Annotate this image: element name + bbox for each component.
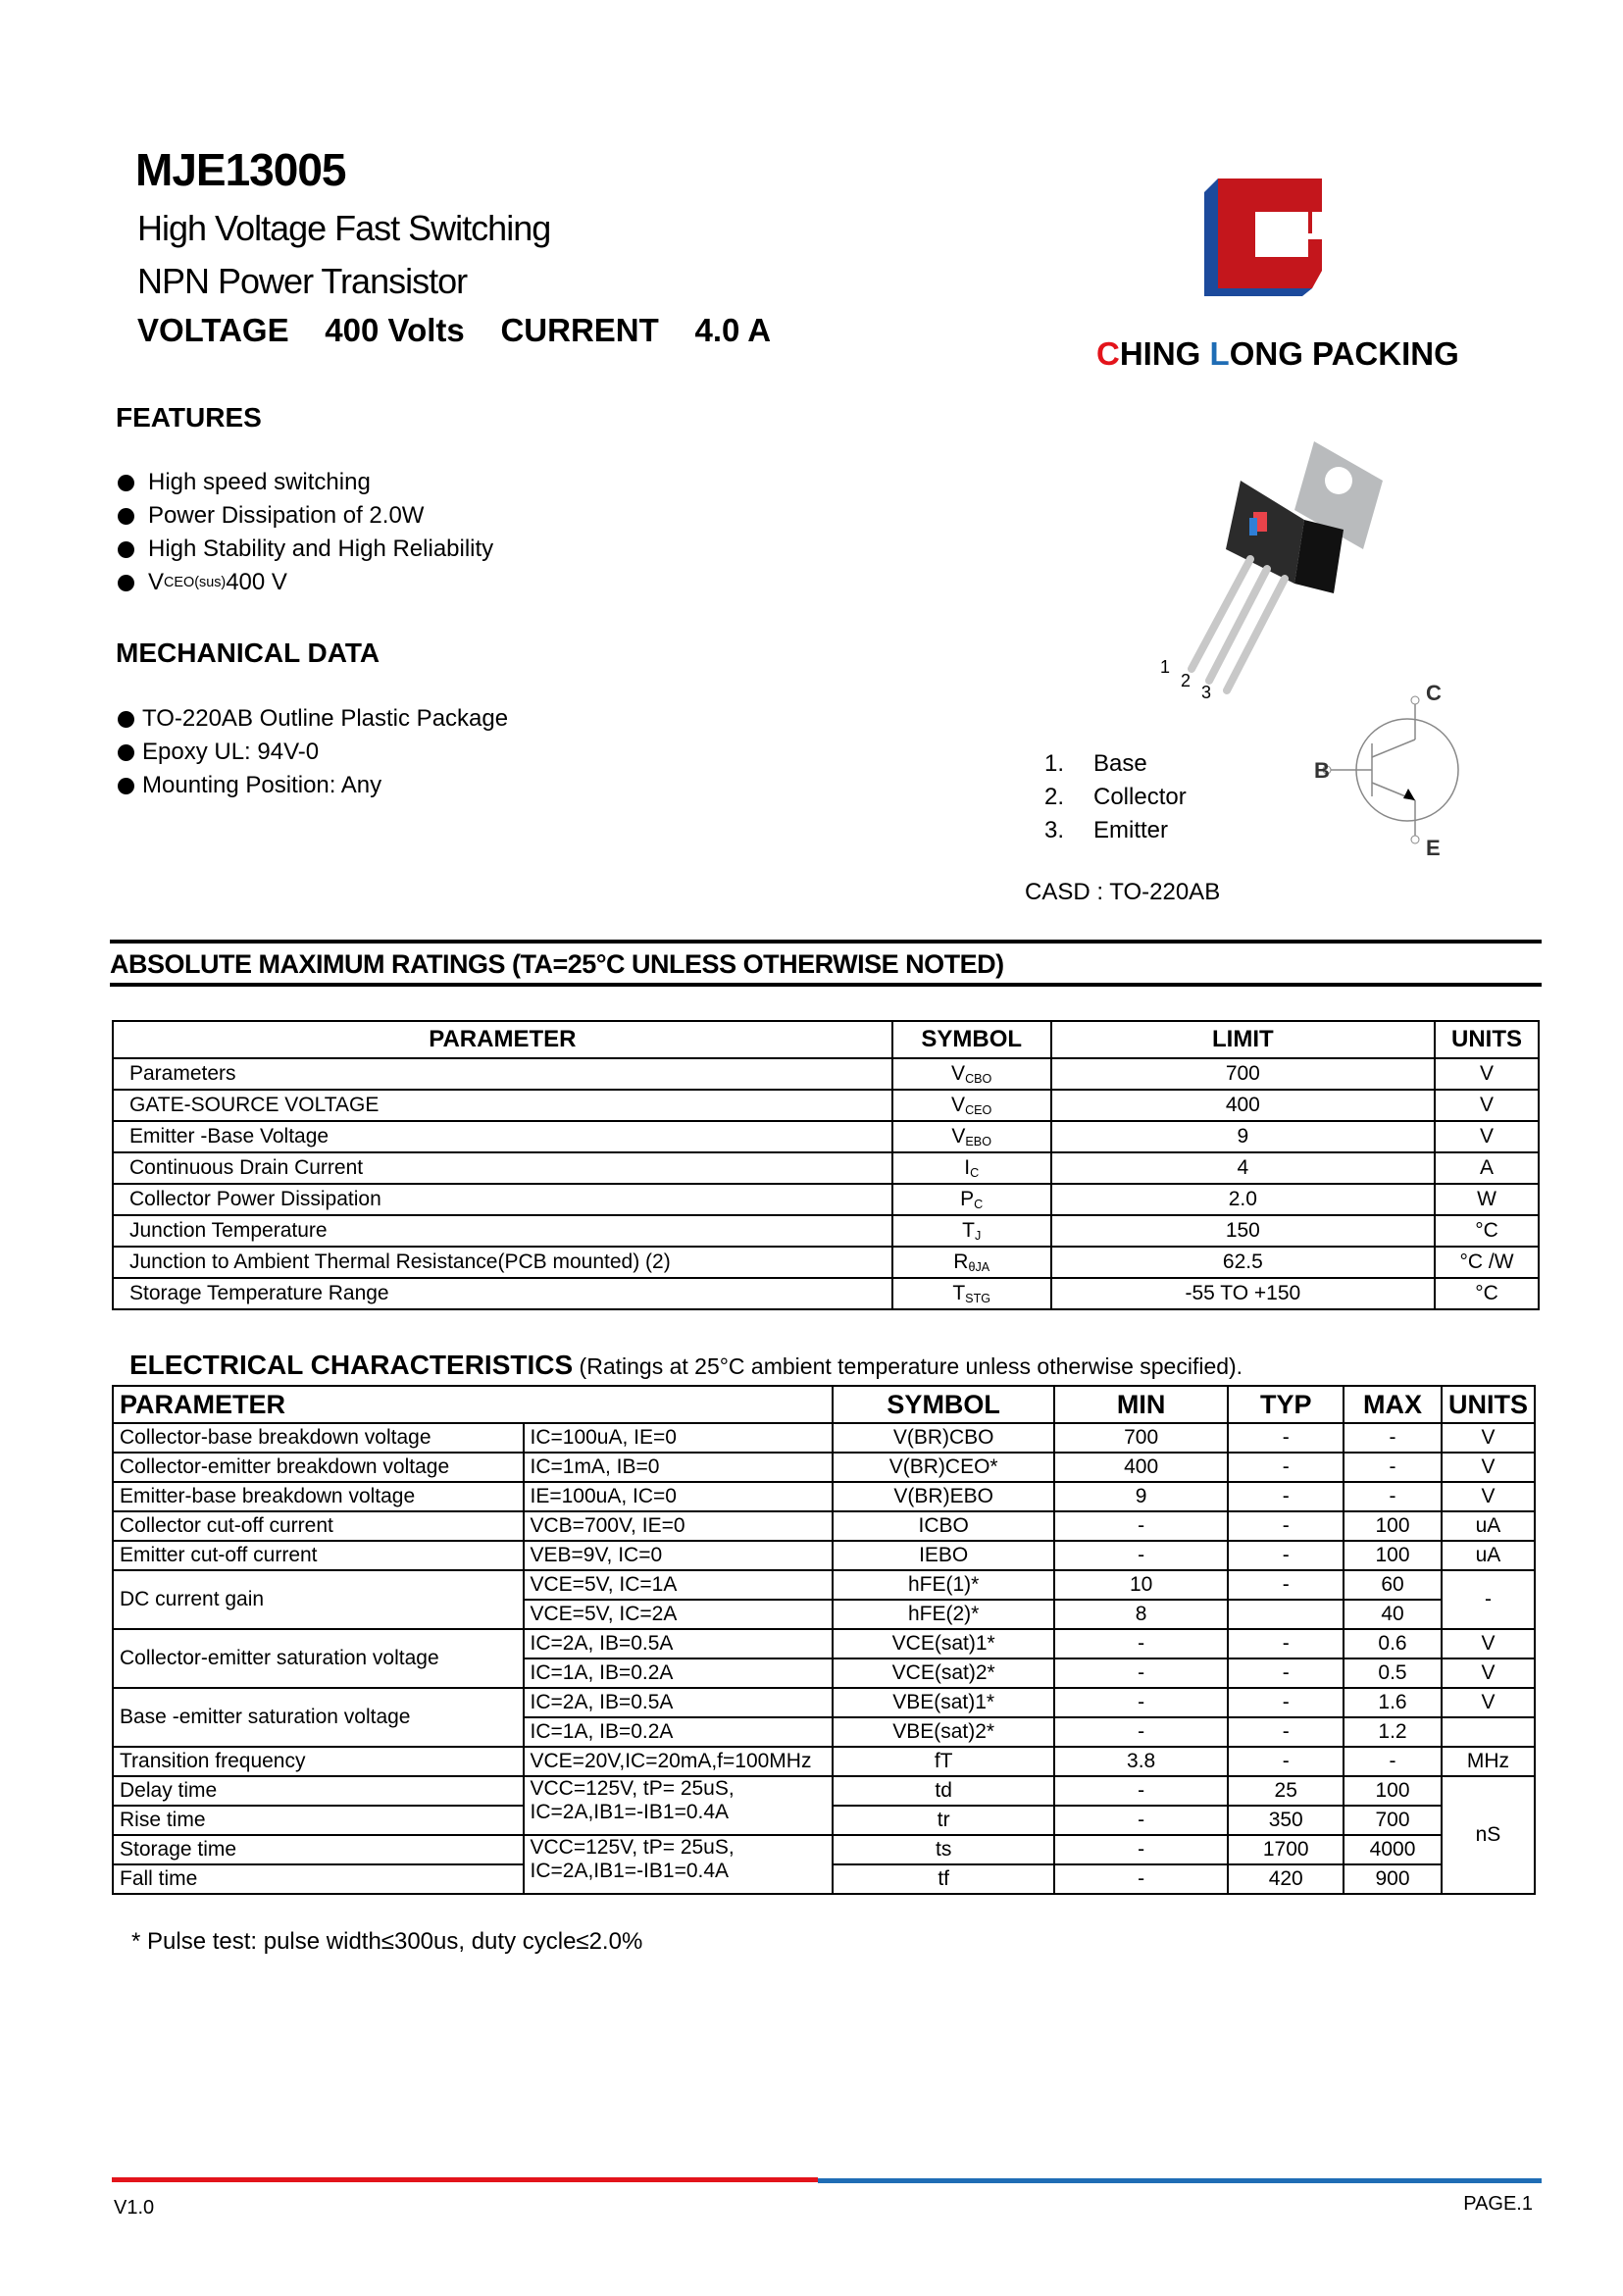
table-row: Base -emitter saturation voltage IC=2A, IB=0.5A VBE(sat)1* - - 1.6 V xyxy=(113,1688,1535,1717)
brand-name: CHING LONG PACKING xyxy=(1096,335,1459,372)
bullet-icon xyxy=(118,575,134,591)
table-row: Collector-emitter saturation voltage IC=2A, IB=0.5A VCE(sat)1* - - 0.6 V xyxy=(113,1629,1535,1658)
pin-item: 1. Base xyxy=(1044,750,1147,777)
table-row: Collector cut-off current VCB=700V, IE=0 ICBO - - 100 uA xyxy=(113,1511,1535,1541)
mechanical-item: Mounting Position: Any xyxy=(118,769,508,802)
table-row: IC=1A, IB=0.2A VCE(sat)2* - - 0.5 V xyxy=(113,1658,1535,1688)
footer-line-blue xyxy=(818,2178,1542,2183)
table-row: GATE-SOURCE VOLTAGE $V_{CEO}$ 400 V xyxy=(113,1090,1539,1121)
footer-line-red xyxy=(112,2177,818,2182)
pinout-list xyxy=(1044,747,1187,847)
mechanical-item: Epoxy UL: 94V-0 xyxy=(118,736,508,769)
table-row: Emitter-base breakdown voltage IE=100uA, IC=0 V(BR)EBO 9 - - V xyxy=(113,1482,1535,1511)
bullet-icon xyxy=(118,711,134,728)
table-header-row: PARAMETER SYMBOL LIMIT UNITS xyxy=(113,1021,1539,1058)
table-row: Emitter cut-off current VEB=9V, IC=0 IEBO - - 100 uA xyxy=(113,1541,1535,1570)
version-label: V1.0 xyxy=(114,2197,155,2219)
table-row: DC current gain VCE=5V, IC=1A hFE(1)* 10 - 60 - xyxy=(113,1570,1535,1600)
features-heading: FEATURES xyxy=(116,402,262,433)
voltage-label: VOLTAGE xyxy=(137,312,289,348)
table-row: Collector-emitter breakdown voltage IC=1mA, IB=0 V(BR)CEO* 400 - - V xyxy=(113,1453,1535,1482)
current-value: 4.0 A xyxy=(694,312,772,348)
mechanical-list xyxy=(118,702,508,802)
pin-number-1: 1 xyxy=(1160,657,1171,677)
npn-transistor-symbol-icon xyxy=(1309,677,1466,863)
subtitle-line-2: NPN Power Transistor xyxy=(137,261,468,301)
page-number: PAGE.1 xyxy=(1463,2193,1533,2215)
pin-item: 3. Emitter xyxy=(1044,817,1169,843)
feature-item: High Stability and High Reliability xyxy=(118,533,493,566)
bullet-icon xyxy=(118,475,134,491)
case-type: CASD : TO-220AB xyxy=(1025,879,1221,905)
table-row: Collector Power Dissipation $P_C$ 2.0 W xyxy=(113,1184,1539,1215)
subtitle-line-1: High Voltage Fast Switching xyxy=(137,208,551,248)
table-row: Collector-base breakdown voltage IC=100uA, IE=0 V(BR)CBO 700 - - V xyxy=(113,1423,1535,1453)
table-row: IC=1A, IB=0.2A VBE(sat)2* - - 1.2 xyxy=(113,1717,1535,1747)
elec-title: ELECTRICAL CHARACTERISTICS (Ratings at 25°C ambient temperature unless otherwise specified). xyxy=(129,1350,1243,1380)
mechanical-item: TO-220AB Outline Plastic Package xyxy=(118,702,508,736)
voltage-value: 400 Volts xyxy=(325,312,465,348)
part-number: MJE13005 xyxy=(135,144,346,195)
mechanical-heading: MECHANICAL DATA xyxy=(116,638,380,668)
pulse-test-note: * Pulse test: pulse width≤300us, duty cycle≤2.0% xyxy=(131,1928,643,1955)
abs-max-table xyxy=(112,1020,1540,1310)
section-divider-bottom xyxy=(110,983,1542,987)
feature-item: V CEO(sus) 400 V xyxy=(118,566,493,599)
electrical-characteristics-table xyxy=(112,1385,1536,1895)
table-row: Fall time tf - 420 900 xyxy=(113,1864,1535,1894)
to220-package-image xyxy=(1147,412,1402,706)
bullet-icon xyxy=(118,778,134,794)
section-divider-top xyxy=(110,940,1542,944)
abs-max-title: ABSOLUTE MAXIMUM RATINGS (TA=25°C UNLESS OTHERWISE NOTED) xyxy=(110,949,1004,979)
table-row: Emitter -Base Voltage $V_{EBO}$ 9 V xyxy=(113,1121,1539,1152)
emitter-label: E xyxy=(1426,836,1441,860)
bullet-icon xyxy=(118,744,134,761)
table-row: Rise time tr - 350 700 xyxy=(113,1806,1535,1835)
current-label: CURRENT xyxy=(500,312,659,348)
bullet-icon xyxy=(118,508,134,525)
table-row: Storage Temperature Range $T_{STG}$ -55 TO +150 °C xyxy=(113,1278,1539,1309)
features-list xyxy=(118,466,493,599)
company-logo-icon xyxy=(1204,173,1328,300)
table-row: Junction Temperature $T_J$ 150 °C xyxy=(113,1215,1539,1247)
base-label: B xyxy=(1314,758,1330,783)
feature-item: High speed switching xyxy=(118,466,493,499)
table-row: Parameters $V_{CBO}$ 700 V xyxy=(113,1058,1539,1090)
bullet-icon xyxy=(118,541,134,558)
table-row: Storage time VCC=125V, tP= 25uS, IC=2A,IB1=-IB1=0.4A ts - 1700 4000 xyxy=(113,1835,1535,1864)
rating-summary xyxy=(137,312,771,349)
feature-item: Power Dissipation of 2.0W xyxy=(118,499,493,533)
pin-number-3: 3 xyxy=(1201,683,1212,702)
table-row: Continuous Drain Current $I_C$ 4 A xyxy=(113,1152,1539,1184)
table-row: Junction to Ambient Thermal Resistance(PCB mounted) (2) $R_{\theta JA}$ 62.5 °C /W xyxy=(113,1247,1539,1278)
table-row: Delay time VCC=125V, tP= 25uS, IC=2A,IB1=-IB1=0.4A td - 25 100 nS xyxy=(113,1776,1535,1806)
pin-number-2: 2 xyxy=(1181,671,1192,690)
table-row: VCE=5V, IC=2A hFE(2)* 8 40 xyxy=(113,1600,1535,1629)
collector-label: C xyxy=(1426,681,1442,705)
table-header-row: PARAMETER SYMBOL MIN TYP MAX UNITS xyxy=(113,1386,1535,1423)
table-row: Transition frequency VCE=20V,IC=20mA,f=100MHz fT 3.8 - - MHz xyxy=(113,1747,1535,1776)
pin-item: 2. Collector xyxy=(1044,784,1187,810)
